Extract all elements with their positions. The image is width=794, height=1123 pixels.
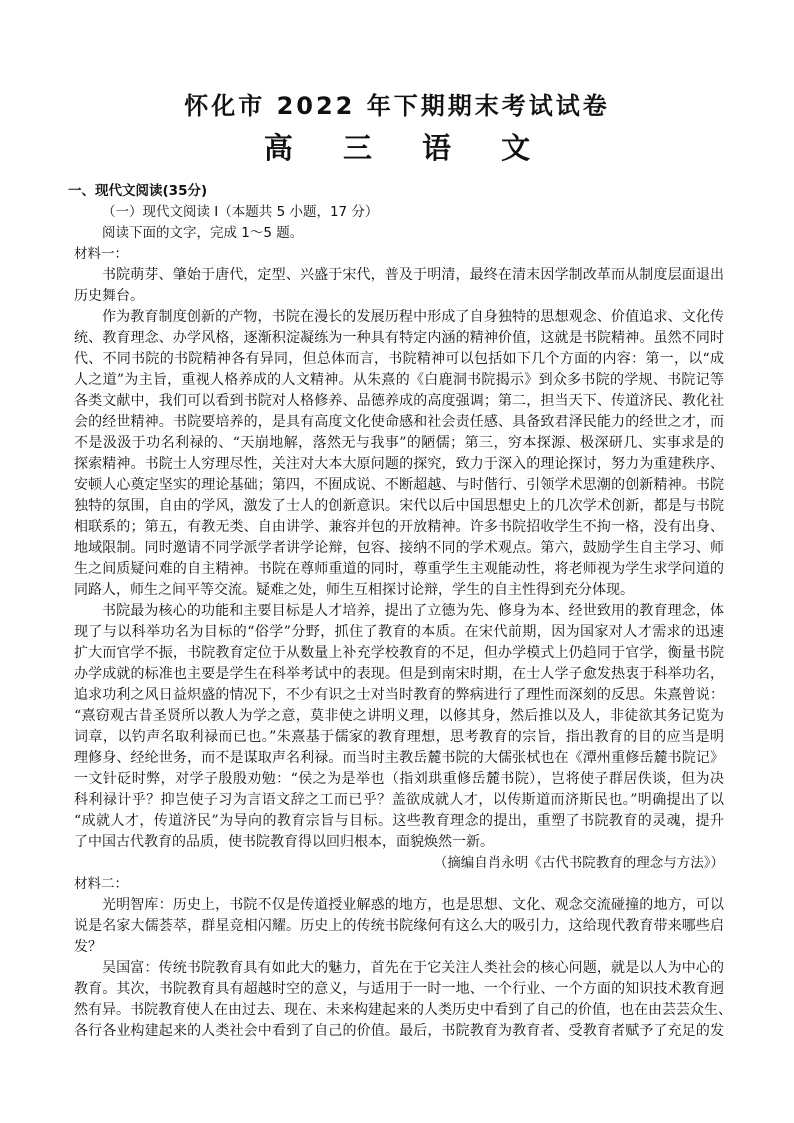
question-speaker: 光明智库: [102, 897, 159, 913]
paragraph-line: 相联系的；第五，有教无类、自由讲学、兼容并包的开放精神。许多书院招收学生不拘一格，没有出身、: [74, 519, 724, 535]
paragraph-line: 同路人，师生之间平等交流。疑难之处，师生互相探讨论辩，学生的自主性得到充分体现。: [74, 582, 634, 598]
exam-title: 怀化市 2022 年下期期末考试试卷: [184, 92, 610, 120]
material1-label: 材料一：: [74, 246, 128, 262]
instruction-text: 阅读下面的文字，完成 1～5 题。: [102, 225, 304, 241]
paragraph-line: 办学成就的标准也主要是学生在科举考试中的表现。但是到南宋时期，在士人学子愈发热衷于科举功名，: [74, 666, 724, 682]
section-heading: 一、现代文阅读(35分): [68, 183, 208, 199]
paragraph-line: 人之道”为主旨，重视人格养成的人文精神。从朱熹的《白鹿洞书院揭示》到众多书院的学规、书院记等: [74, 372, 724, 388]
answer-line: [74, 958, 724, 979]
paragraph-line: 书院萌芽、肇始于唐代，定型、兴盛于宋代，普及于明清，最终在清末因学制改革而从制度层面退出: [102, 267, 724, 283]
paragraph-line: 一文针砭时弊，对学子殷殷劝勉：“侯之为是举也（指刘珙重修岳麓书院），岂将使子群居佚谈，但为决: [74, 771, 724, 787]
question-line: [74, 895, 724, 916]
question-line: 说是名家大儒荟萃，群星竞相闪耀。历史上的传统书院缘何有这么大的吸引力，这给现代教育带来哪些启: [74, 918, 724, 934]
paragraph-line: 科利禄计乎？抑岂使子习为言语文辞之工而已乎？盖欲成就人才，以传斯道而济斯民也。”明确提出了以: [74, 792, 724, 808]
paragraph-line: 统、教育理念、办学风格，逐渐积淀凝练为一种具有特定内涵的精神价值，这就是书院精神。虽然不同时: [74, 330, 724, 346]
paragraph-line: 安顿人心奠定坚实的理论基础；第四，不囿成说、不断超越、与时偕行、引领学术思潮的创新精神。书院: [74, 477, 724, 493]
material2-label: 材料二：: [74, 876, 128, 892]
paragraph-line: 扩大而官学不振，书院教育定位于从数量上补充学校教育的不足，但办学模式上仍趋同于官学，衡量书院: [74, 645, 724, 661]
paragraph-line: 现了与以科举功名为目标的“俗学”分野，抓住了教育的本质。在宋代前期，因为国家对人才需求的迅速: [74, 624, 724, 640]
answer-line: 然有异。书院教育使人在由过去、现在、未来构建起来的人类历史中看到了自己的价值，也在由芸芸众生、: [74, 1002, 732, 1018]
paragraph-line: “熹窃观古昔圣贤所以教人为学之意，莫非使之讲明义理，以修其身，然后推以及人，非徒欲其务记览为: [74, 708, 724, 724]
paragraph-line: 会的经世精神。书院要培养的，是具有高度文化使命感和社会责任感、具备致君泽民能力的经世之才，而: [74, 414, 724, 430]
material2-body: [74, 895, 732, 1042]
answer-speaker: 吴国富: [102, 960, 145, 976]
exam-content: [68, 181, 732, 1042]
paragraph-line: 代、不同书院的书院精神各有异同，但总体而言，书院精神可以包括如下几个方面的内容：第一，以“成: [74, 351, 724, 367]
paragraph-line: 历史舞台。: [74, 288, 144, 304]
paragraph-line: 追求功利之风日益炽盛的情况下，不少有识之士对当时教育的弊病进行了理性而深刻的反思。朱熹曾说：: [74, 687, 724, 703]
paragraph-line: 理修身、经纶世务，而不是谋取声名利禄。而当时主教岳麓书院的大儒张栻也在《潭州重修岳麓书院记》: [74, 750, 724, 766]
material1-source: （摘编自肖永明《古代书院教育的理念与方法》）: [433, 855, 724, 871]
paragraph-line: 生之间质疑问难的自主精神。书院在尊师重道的同时，尊重学生主观能动性，将老师视为学生求学问道的: [74, 561, 724, 577]
paragraph-line: 了中国古代教育的品质，使书院教育得以回归根本，面貌焕然一新。: [74, 834, 494, 850]
paragraph-line: “成就人才，传道济民”为导向的教育宗旨与目标。这些教育理念的提出，重塑了书院教育的灵魂，提升: [74, 813, 724, 829]
paragraph-line: 独特的氛围，自由的学风，激发了士人的创新意识。宋代以后中国思想史上的几次学术创新，都是与书院: [74, 498, 724, 514]
question-line: 发？: [74, 939, 102, 955]
answer-line: 教育。其次，书院教育具有超越时空的意义，与适用于一时一地、一个行业、一个方面的知识技术教育迥: [74, 981, 724, 997]
paragraph-line: 书院最为核心的功能和主要目标是人才培养，提出了立德为先、修身为本、经世致用的教育理念，体: [102, 603, 724, 619]
paragraph-line: 探索精神。书院士人穷理尽性，关注对大本大原问题的探究，致力于深入的理论探讨，努力为重建秩序、: [74, 456, 724, 472]
subsection-heading: （一）现代文阅读 I（本题共 5 小题，17 分）: [102, 204, 379, 220]
paragraph-line: 各类文献中，我们可以看到书院对人格修养、品德养成的高度强调；第二，担当天下、传道济民、教化社: [74, 393, 724, 409]
answer-text: ：传统书院教育具有如此大的魅力，首先在于它关注人类社会的核心问题，就是以人为中心的: [144, 960, 725, 976]
paragraph-line: 作为教育制度创新的产物，书院在漫长的发展历程中形成了自身独特的思想观念、价值追求、文化传: [102, 309, 724, 325]
paragraph-line: 地域限制。同时邀请不同学派学者讲学论辩，包容、接纳不同的学术观点。第六，鼓励学生自主学习、师: [74, 540, 724, 556]
subject-title: 高 三 语 文: [263, 131, 551, 165]
answer-line: 各行各业构建起来的人类社会中看到了自己的价值。最后，书院教育为教育者、受教育者赋予了充足的发: [74, 1023, 724, 1039]
material1-body: [74, 265, 724, 853]
paragraph-line: 不是汲汲于功名利禄的、“天崩地解，落然无与我事”的陋儒；第三，穷本探源、极深研几、实事求是的: [74, 435, 724, 451]
question-text: ：历史上，书院不仅是传道授业解惑的地方，也是思想、文化、观念交流碰撞的地方，可以: [158, 897, 725, 913]
paragraph-line: 词章，以钓声名取利禄而已也。”朱熹基于儒家的教育理想，思考教育的宗旨，指出教育的目的应当是明: [74, 729, 724, 745]
